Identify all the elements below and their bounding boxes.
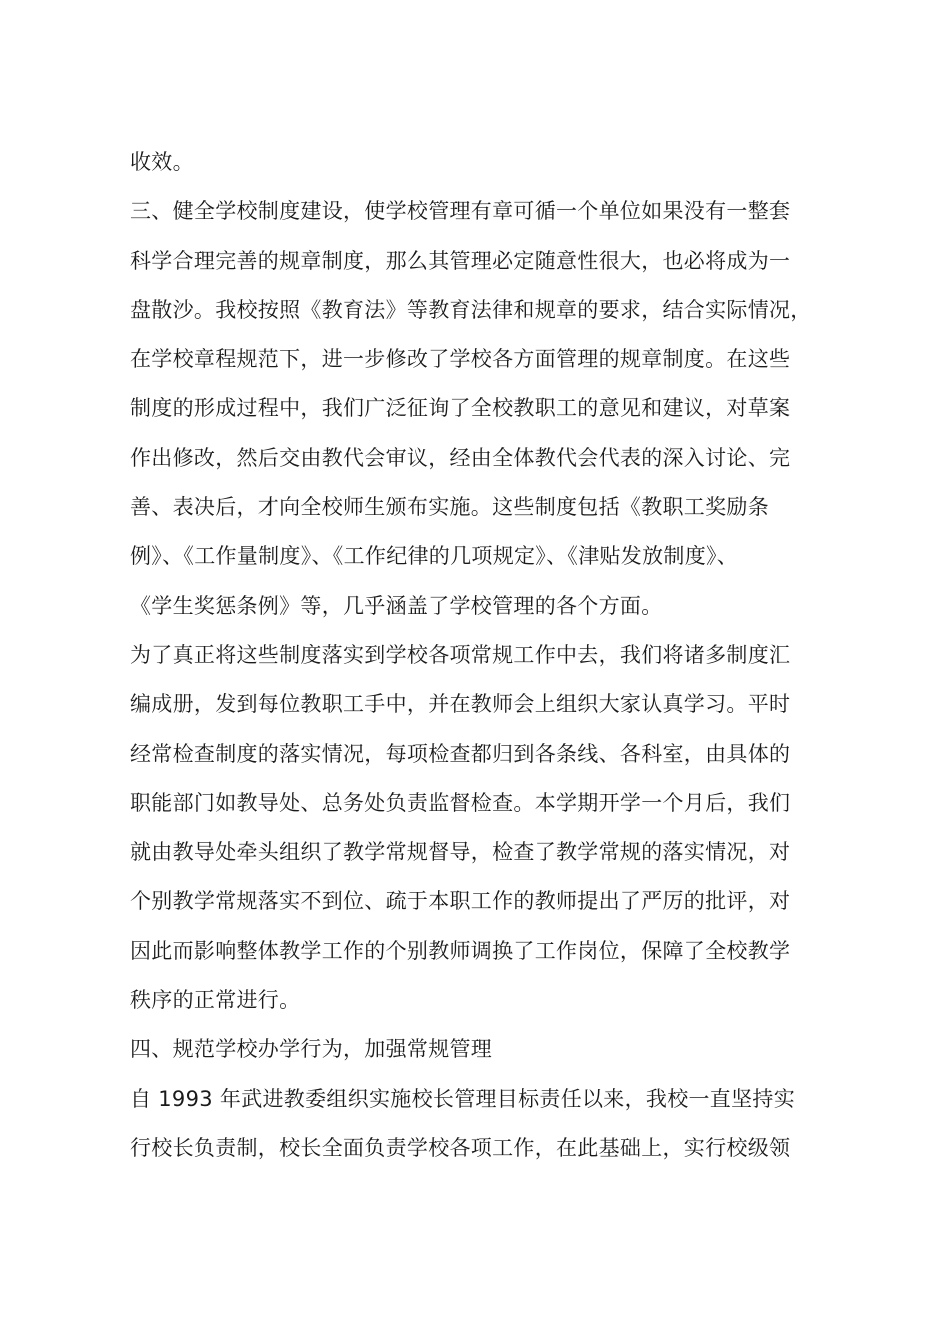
text-line: 善、表决后，才向全校师生颁布实施。这些制度包括《教职工奖励条 <box>130 495 769 520</box>
paragraph-start: 自 1993 年武进教委组织实施校长管理目标责任以来，我校一直坚持实 <box>130 1086 795 1111</box>
text-line: 作出修改，然后交由教代会审议，经由全体教代会代表的深入讨论、完 <box>130 445 791 470</box>
section-heading-four: 四、规范学校办学行为，加强常规管理 <box>130 1037 493 1062</box>
text-line: 经常检查制度的落实情况，每项检查都归到各条线、各科室，由具体的 <box>130 741 791 766</box>
text-line: 例》、《工作量制度》、《工作纪律的几项规定》、《津贴发放制度》、 <box>130 544 739 569</box>
text-line: 职能部门如教导处、总务处负责监督检查。本学期开学一个月后，我们 <box>130 790 791 815</box>
text-line: 收效。 <box>130 150 194 174</box>
section-heading-three: 三、健全学校制度建设，使学校管理有章可循一个单位如果没有一整套 <box>130 199 791 224</box>
text-line: 因此而影响整体教学工作的个别教师调换了工作岗位，保障了全校教学 <box>130 938 791 963</box>
text-line: 个别教学常规落实不到位、疏于本职工作的教师提出了严厉的批评，对 <box>130 889 791 914</box>
text-line: 行校长负责制，校长全面负责学校各项工作，在此基础上，实行校级领 <box>130 1135 791 1160</box>
paragraph-start: 为了真正将这些制度落实到学校各项常规工作中去，我们将诸多制度汇 <box>130 642 791 667</box>
text-line: 制度的形成过程中，我们广泛征询了全校教职工的意见和建议，对草案 <box>130 396 791 421</box>
text-line: 编成册，发到每位教职工手中，并在教师会上组织大家认真学习。平时 <box>130 692 791 717</box>
text-line: 就由教导处牵头组织了教学常规督导，检查了教学常规的落实情况，对 <box>130 840 791 865</box>
text-line: 秩序的正常进行。 <box>130 988 301 1013</box>
text-line: 盘散沙。我校按照《教育法》等教育法律和规章的要求，结合实际情况， <box>130 297 812 322</box>
body-text <box>130 138 830 1173</box>
text-line: 科学合理完善的规章制度，那么其管理必定随意性很大，也必将成为一 <box>130 248 791 273</box>
text-line: 在学校章程规范下，进一步修改了学校各方面管理的规章制度。在这些 <box>130 347 791 372</box>
text-line: 《学生奖惩条例》等，几乎涵盖了学校管理的各个方面。 <box>130 593 663 618</box>
